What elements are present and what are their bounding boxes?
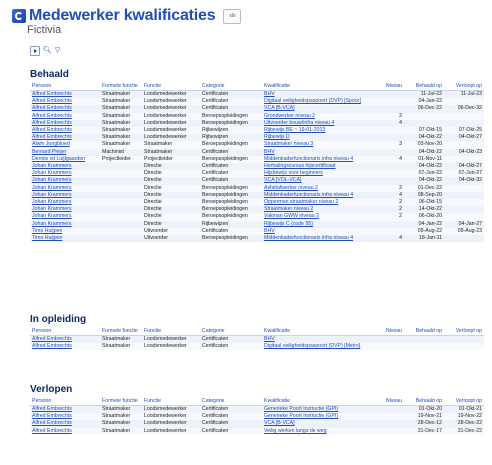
functie-cell: Directie (142, 213, 200, 220)
functie-cell: Directie (142, 163, 200, 170)
functie-cell: Loodsmedewerker (142, 113, 200, 120)
persoon-cell[interactable]: Timo Huijpen (30, 228, 100, 235)
verloopt-op-cell (444, 120, 484, 127)
functie-cell: Projectleider (142, 156, 200, 163)
persoon-cell[interactable]: Alfred Embrechts (30, 120, 100, 127)
kwalificatie-cell[interactable]: BHV (262, 336, 380, 344)
column-header-categorie[interactable]: Categorie (200, 398, 262, 406)
table-row (30, 127, 484, 134)
header-row (30, 398, 484, 406)
formele-functie-cell: Machinist (100, 149, 142, 156)
column-header-formele-functie[interactable]: Formele functie (100, 328, 142, 336)
persoon-cell[interactable]: Johan Krammers (30, 185, 100, 192)
formele-functie-cell: Straatmaker (100, 141, 142, 148)
kwalificatie-cell[interactable]: Middenkaderfunctionaris infra niveau 4 (262, 235, 380, 242)
column-header-formele-functie[interactable]: Formele functie (100, 83, 142, 91)
behaald-op-cell (404, 343, 444, 350)
functie-cell: Directie (142, 199, 200, 206)
persoon-cell[interactable]: Alwin Jongbloed (30, 141, 100, 148)
niveau-cell: 2 (380, 113, 404, 120)
niveau-cell (380, 134, 404, 141)
column-header-behaald-op[interactable]: Behaald op (404, 398, 444, 406)
verloopt-op-cell (444, 98, 484, 105)
functie-cell: Loodsmedewerker (142, 420, 200, 427)
niveau-cell (380, 420, 404, 427)
header-row (30, 83, 484, 91)
persoon-cell[interactable]: Alfred Embrechts (30, 336, 100, 344)
column-header-verloopt-op[interactable]: Verloopt op (444, 83, 484, 91)
functie-cell: Loodsmedewerker (142, 413, 200, 420)
persoon-cell[interactable]: Alfred Embrechts (30, 428, 100, 435)
niveau-cell: 2 (380, 206, 404, 213)
kwalificatie-cell[interactable]: Rijbewijs D (262, 134, 380, 141)
niveau-cell: 4 (380, 156, 404, 163)
section-title: Behaald (30, 69, 69, 80)
categorie-cell: Certificaten (200, 406, 262, 414)
formele-functie-cell (100, 170, 142, 177)
table-row (30, 141, 484, 148)
behaald-op-cell: 28-Dec-12 (404, 420, 444, 427)
formele-functie-cell (100, 163, 142, 170)
niveau-cell (380, 105, 404, 112)
formele-functie-cell: Straatmaker (100, 343, 142, 350)
categorie-cell: Rijbewijzen (200, 134, 262, 141)
formele-functie-cell: Straatmaker (100, 428, 142, 435)
column-header-verloopt-op[interactable]: Verloopt op (444, 398, 484, 406)
table-row (30, 336, 484, 344)
functie-cell: Straatmaker (142, 149, 200, 156)
formele-functie-cell: Straatmaker (100, 134, 142, 141)
kwalificatie-cell[interactable]: Straatmaker niveau 2 (262, 206, 380, 213)
verloopt-op-cell: 28-Dec-22 (444, 420, 484, 427)
verloopt-op-cell: 31-Dec-22 (444, 428, 484, 435)
behaald-op-cell: 04-Okt-22 (404, 177, 444, 184)
kwalificatie-cell[interactable]: Vakman GWW niveau 2 (262, 213, 380, 220)
table-row (30, 105, 484, 112)
formele-functie-cell: Straatmaker (100, 420, 142, 427)
table-row (30, 185, 484, 192)
table-row (30, 120, 484, 127)
column-header-functie[interactable]: Functie (142, 398, 200, 406)
verloopt-op-cell (444, 336, 484, 344)
functie-cell: Directie (142, 206, 200, 213)
table-row (30, 413, 484, 420)
formele-functie-cell: Projectleider (100, 156, 142, 163)
verloopt-op-cell (444, 156, 484, 163)
niveau-cell: 4 (380, 235, 404, 242)
behaald-op-cell: 01-Nov-11 (404, 156, 444, 163)
verloopt-op-cell: 19-Nov-22 (444, 413, 484, 420)
column-header-persoon[interactable]: Persoon (30, 328, 100, 336)
formele-functie-cell: Straatmaker (100, 113, 142, 120)
formele-functie-cell (100, 185, 142, 192)
page-subtitle: Fictivia (27, 24, 62, 36)
table-row (30, 406, 484, 414)
kwalificatie-cell[interactable]: Generieke Poort Instructie (GPI) (262, 406, 380, 414)
formele-functie-cell (100, 213, 142, 220)
formele-functie-cell (100, 221, 142, 228)
categorie-cell: Certificaten (200, 177, 262, 184)
table-row (30, 163, 484, 170)
niveau-cell (380, 127, 404, 134)
column-header-categorie[interactable]: Categorie (200, 83, 262, 91)
kwalificatie-cell[interactable]: VCA [B-VCA] (262, 420, 380, 427)
verloopt-op-cell: 11-Jul-23 (444, 91, 484, 99)
persoon-cell[interactable]: Johan Krammers (30, 213, 100, 220)
table-row (30, 213, 484, 220)
niveau-cell (380, 343, 404, 350)
persoon-cell[interactable]: Johan Krammers (30, 221, 100, 228)
niveau-cell (380, 228, 404, 235)
functie-cell: Uitvoerder (142, 235, 200, 242)
qualifications-table (30, 328, 484, 350)
kwalificatie-cell[interactable]: Opperman straatmaker niveau 2 (262, 199, 380, 206)
niveau-cell (380, 149, 404, 156)
formele-functie-cell (100, 206, 142, 213)
verloopt-op-cell: 04-Okt-23 (444, 149, 484, 156)
kwalificatie-cell[interactable]: BHV (262, 149, 380, 156)
behaald-op-cell: 06-Okt-20 (404, 213, 444, 220)
persoon-cell[interactable]: Johan Krammers (30, 177, 100, 184)
section-verlopen (30, 384, 484, 435)
categorie-cell: Beroepsopleidingen (200, 199, 262, 206)
page-title: Medewerker kwalificaties (29, 7, 216, 24)
niveau-cell (380, 221, 404, 228)
column-header-niveau[interactable]: Niveau (380, 328, 404, 336)
kwalificatie-cell[interactable]: Veilig werken langs de weg (262, 428, 380, 435)
functie-cell: Directie (142, 221, 200, 228)
persoon-cell[interactable]: Alfred Embrechts (30, 113, 100, 120)
persoon-cell[interactable]: Alfred Embrechts (30, 98, 100, 105)
categorie-cell: Rijbewijzen (200, 127, 262, 134)
persoon-cell[interactable]: Alfred Embrechts (30, 105, 100, 112)
behaald-op-cell: 08-Sep-20 (404, 192, 444, 199)
categorie-cell: Certificaten (200, 91, 262, 99)
categorie-cell: Certificaten (200, 343, 262, 350)
behaald-op-cell (404, 120, 444, 127)
persoon-cell[interactable]: Bernard Pleijer (30, 149, 100, 156)
table-row (30, 98, 484, 105)
behaald-op-cell: 18-Jan-11 (404, 235, 444, 242)
formele-functie-cell: Straatmaker (100, 91, 142, 99)
persoon-cell[interactable]: Alfred Embrechts (30, 134, 100, 141)
column-header-niveau[interactable]: Niveau (380, 83, 404, 91)
functie-cell: Loodsmedewerker (142, 343, 200, 350)
table-row (30, 113, 484, 120)
categorie-cell: Certificaten (200, 228, 262, 235)
table-row (30, 91, 484, 99)
persoon-cell[interactable]: Timo Huijpen (30, 235, 100, 242)
behaald-op-cell: 01-Okt-20 (404, 406, 444, 414)
behaald-op-cell: 01-Dec-22 (404, 185, 444, 192)
categorie-cell: Certificaten (200, 420, 262, 427)
column-header-categorie[interactable]: Categorie (200, 328, 262, 336)
persoon-cell[interactable]: Alfred Embrechts (30, 127, 100, 134)
functie-cell: Directie (142, 177, 200, 184)
verloopt-op-cell: 04-Okt-32 (444, 177, 484, 184)
behaald-op-cell: 04-Okt-22 (404, 149, 444, 156)
niveau-cell: 3 (380, 141, 404, 148)
verloopt-op-cell (444, 185, 484, 192)
table-row (30, 156, 484, 163)
column-header-verloopt-op[interactable]: Verloopt op (444, 328, 484, 336)
niveau-cell (380, 406, 404, 414)
kwalificatie-cell[interactable]: VCA [VOL-VCA] (262, 177, 380, 184)
functie-cell: Directie (142, 170, 200, 177)
behaald-op-cell: 04-Jan-22 (404, 221, 444, 228)
column-header-kwalificatie[interactable]: Kwalificatie (262, 328, 380, 336)
verloopt-op-cell (444, 199, 484, 206)
behaald-op-cell: 06-Okt-15 (404, 199, 444, 206)
persoon-cell[interactable]: Johan Krammers (30, 170, 100, 177)
column-header-kwalificatie[interactable]: Kwalificatie (262, 83, 380, 91)
formele-functie-cell (100, 199, 142, 206)
persoon-cell[interactable]: Alfred Embrechts (30, 413, 100, 420)
verloopt-op-cell (444, 192, 484, 199)
categorie-cell: Certificaten (200, 149, 262, 156)
behaald-op-cell: 31-Dec-17 (404, 428, 444, 435)
verloopt-op-cell (444, 113, 484, 120)
verloopt-op-cell: 07-Okt-25 (444, 127, 484, 134)
niveau-cell (380, 163, 404, 170)
column-header-persoon[interactable]: Persoon (30, 83, 100, 91)
kwalificatie-cell[interactable]: Middenkaderfunctionaris infra niveau 4 (262, 156, 380, 163)
niveau-cell: 2 (380, 185, 404, 192)
categorie-cell: Certificaten (200, 413, 262, 420)
formele-functie-cell: Straatmaker (100, 413, 142, 420)
search-icon[interactable]: 🔍︎ (43, 47, 52, 54)
formele-functie-cell: Straatmaker (100, 336, 142, 344)
behaald-op-cell: 04-Okt-22 (404, 163, 444, 170)
kwalificatie-cell[interactable]: Rijbewijs BE ~ 19-01-2013 (262, 127, 380, 134)
niveau-cell: 4 (380, 192, 404, 199)
functie-cell: Loodsmedewerker (142, 406, 200, 414)
table-row (30, 177, 484, 184)
play-button[interactable] (30, 46, 40, 56)
niveau-cell (380, 336, 404, 344)
categorie-cell: Beroepsopleidingen (200, 120, 262, 127)
persoon-cell[interactable]: Alfred Embrechts (30, 420, 100, 427)
title-row (12, 7, 484, 25)
categorie-cell: Beroepsopleidingen (200, 113, 262, 120)
table-row (30, 420, 484, 427)
niveau-cell (380, 98, 404, 105)
categorie-cell: Beroepsopleidingen (200, 213, 262, 220)
kwalificatie-cell[interactable]: Middenkaderfunctionaris infra niveau 4 (262, 192, 380, 199)
functie-cell: Directie (142, 192, 200, 199)
verloopt-op-cell: 04-Okt-27 (444, 163, 484, 170)
persoon-cell[interactable]: Johan Krammers (30, 206, 100, 213)
persoon-cell[interactable]: Alfred Embrechts (30, 343, 100, 350)
table-row (30, 170, 484, 177)
kwalificatie-cell[interactable]: Straatmaker niveau 3 (262, 141, 380, 148)
categorie-cell: Certificaten (200, 170, 262, 177)
categorie-cell: Beroepsopleidingen (200, 156, 262, 163)
behaald-op-cell: 04-Jan-22 (404, 98, 444, 105)
categorie-cell: Rijbewijzen (200, 221, 262, 228)
niveau-cell (380, 91, 404, 99)
qualifications-table (30, 83, 484, 242)
formele-functie-cell: Straatmaker (100, 127, 142, 134)
kwalificatie-cell[interactable]: Herhalingscursus hijscertificaat (262, 163, 380, 170)
table-row (30, 235, 484, 242)
page-header (12, 7, 484, 36)
functie-cell: Directie (142, 185, 200, 192)
categorie-cell: Certificaten (200, 105, 262, 112)
kwalificatie-cell[interactable]: VCA [B-VCA] (262, 105, 380, 112)
toolbar (30, 46, 60, 56)
kwalificatie-cell[interactable]: Rijbewijs C (code 95) (262, 221, 380, 228)
behaald-op-cell: 03-Nov-20 (404, 141, 444, 148)
formele-functie-cell (100, 177, 142, 184)
column-header-formele-functie[interactable]: Formele functie (100, 398, 142, 406)
formele-functie-cell (100, 235, 142, 242)
verloopt-op-cell: 06-Dec-32 (444, 105, 484, 112)
verloopt-op-cell: 04-Jan-27 (444, 221, 484, 228)
column-header-persoon[interactable]: Persoon (30, 398, 100, 406)
behaald-op-cell: 14-Okt-22 (404, 206, 444, 213)
niveau-cell (380, 413, 404, 420)
verloopt-op-cell (444, 343, 484, 350)
formele-functie-cell (100, 228, 142, 235)
behaald-op-cell: 09-Aug-22 (404, 228, 444, 235)
categorie-cell: Certificaten (200, 428, 262, 435)
behaald-op-cell: 06-Dec-22 (404, 105, 444, 112)
functie-cell: Loodsmedewerker (142, 105, 200, 112)
functie-cell: Loodsmedewerker (142, 336, 200, 344)
verloopt-op-cell (444, 213, 484, 220)
table-row (30, 199, 484, 206)
table-row (30, 192, 484, 199)
niveau-cell: 2 (380, 199, 404, 206)
kwalificatie-cell[interactable]: Digitaal veiligheidspaspoort (DVP) [Spoor] (262, 98, 380, 105)
export-excel-button[interactable]: xls (223, 9, 241, 24)
categorie-cell: Beroepsopleidingen (200, 185, 262, 192)
verloopt-op-cell (444, 206, 484, 213)
categorie-cell: Beroepsopleidingen (200, 206, 262, 213)
categorie-cell: Beroepsopleidingen (200, 192, 262, 199)
niveau-cell (380, 170, 404, 177)
formele-functie-cell: Straatmaker (100, 120, 142, 127)
functie-cell: Loodsmedewerker (142, 428, 200, 435)
behaald-op-cell: 07-Okt-15 (404, 127, 444, 134)
behaald-op-cell: 19-Nov-21 (404, 413, 444, 420)
kwalificatie-cell[interactable]: Asfaltafwerker niveau 2 (262, 185, 380, 192)
table-row (30, 428, 484, 435)
formele-functie-cell: Straatmaker (100, 98, 142, 105)
verloopt-op-cell: 01-Okt-21 (444, 406, 484, 414)
functie-cell: Uitvoerder (142, 228, 200, 235)
persoon-cell[interactable]: Dennis vd Luijtgaarden (30, 156, 100, 163)
table-row (30, 228, 484, 235)
table-row (30, 149, 484, 156)
formele-functie-cell (100, 192, 142, 199)
kwalificatie-cell[interactable]: Uitvoerder bouw/infra niveau 4 (262, 120, 380, 127)
functie-cell: Straatmaker (142, 141, 200, 148)
kwalificatie-cell[interactable]: BHV (262, 91, 380, 99)
functie-cell: Loodsmedewerker (142, 134, 200, 141)
verloopt-op-cell: 09-Aug-23 (444, 228, 484, 235)
section-in-opleiding (30, 314, 484, 350)
niveau-cell (380, 428, 404, 435)
kwalificatie-cell[interactable]: Generieke Poort Instructie (GPI) (262, 413, 380, 420)
app-logo-icon (12, 9, 26, 23)
categorie-cell: Certificaten (200, 98, 262, 105)
behaald-op-cell (404, 113, 444, 120)
column-header-functie[interactable]: Functie (142, 328, 200, 336)
niveau-cell: 4 (380, 120, 404, 127)
behaald-op-cell: 04-Okt-22 (404, 134, 444, 141)
functie-cell: Loodsmedewerker (142, 91, 200, 99)
formele-functie-cell: Straatmaker (100, 105, 142, 112)
niveau-cell: 2 (380, 213, 404, 220)
persoon-cell[interactable]: Alfred Embrechts (30, 91, 100, 99)
kwalificatie-cell[interactable]: Hijsbewijs voor beginners (262, 170, 380, 177)
kwalificatie-cell[interactable]: Digitaal veiligheidspaspoort (DVP) [Metro] (262, 343, 380, 350)
persoon-cell[interactable]: Johan Krammers (30, 163, 100, 170)
verloopt-op-cell: 07-Jun-27 (444, 170, 484, 177)
persoon-cell[interactable]: Alfred Embrechts (30, 406, 100, 414)
column-header-functie[interactable]: Functie (142, 83, 200, 91)
section-behaald (30, 69, 484, 242)
filter-icon[interactable]: ▽ (54, 47, 61, 54)
formele-functie-cell: Straatmaker (100, 406, 142, 414)
section-title: Verlopen (30, 384, 73, 395)
column-header-niveau[interactable]: Niveau (380, 398, 404, 406)
categorie-cell: Beroepsopleidingen (200, 141, 262, 148)
behaald-op-cell: 11-Jul-22 (404, 91, 444, 99)
functie-cell: Loodsmedewerker (142, 120, 200, 127)
verloopt-op-cell (444, 141, 484, 148)
column-header-behaald-op[interactable]: Behaald op (404, 83, 444, 91)
functie-cell: Loodsmedewerker (142, 127, 200, 134)
verloopt-op-cell: 04-Okt-27 (444, 134, 484, 141)
table-row (30, 343, 484, 350)
persoon-cell[interactable]: Johan Krammers (30, 199, 100, 206)
categorie-cell: Certificaten (200, 336, 262, 344)
verloopt-op-cell (444, 235, 484, 242)
qualifications-table (30, 398, 484, 435)
categorie-cell: Beroepsopleidingen (200, 235, 262, 242)
functie-cell: Loodsmedewerker (142, 98, 200, 105)
behaald-op-cell: 07-Jun-22 (404, 170, 444, 177)
bottom-fade (0, 435, 492, 465)
categorie-cell: Certificaten (200, 163, 262, 170)
persoon-cell[interactable]: Johan Krammers (30, 192, 100, 199)
column-header-kwalificatie[interactable]: Kwalificatie (262, 398, 380, 406)
behaald-op-cell (404, 336, 444, 344)
kwalificatie-cell[interactable]: BHV (262, 228, 380, 235)
table-row (30, 206, 484, 213)
table-row (30, 221, 484, 228)
header-row (30, 328, 484, 336)
table-row (30, 134, 484, 141)
section-title: In opleiding (30, 314, 87, 325)
column-header-behaald-op[interactable]: Behaald op (404, 328, 444, 336)
niveau-cell (380, 177, 404, 184)
kwalificatie-cell[interactable]: Grondwerker niveau 2 (262, 113, 380, 120)
